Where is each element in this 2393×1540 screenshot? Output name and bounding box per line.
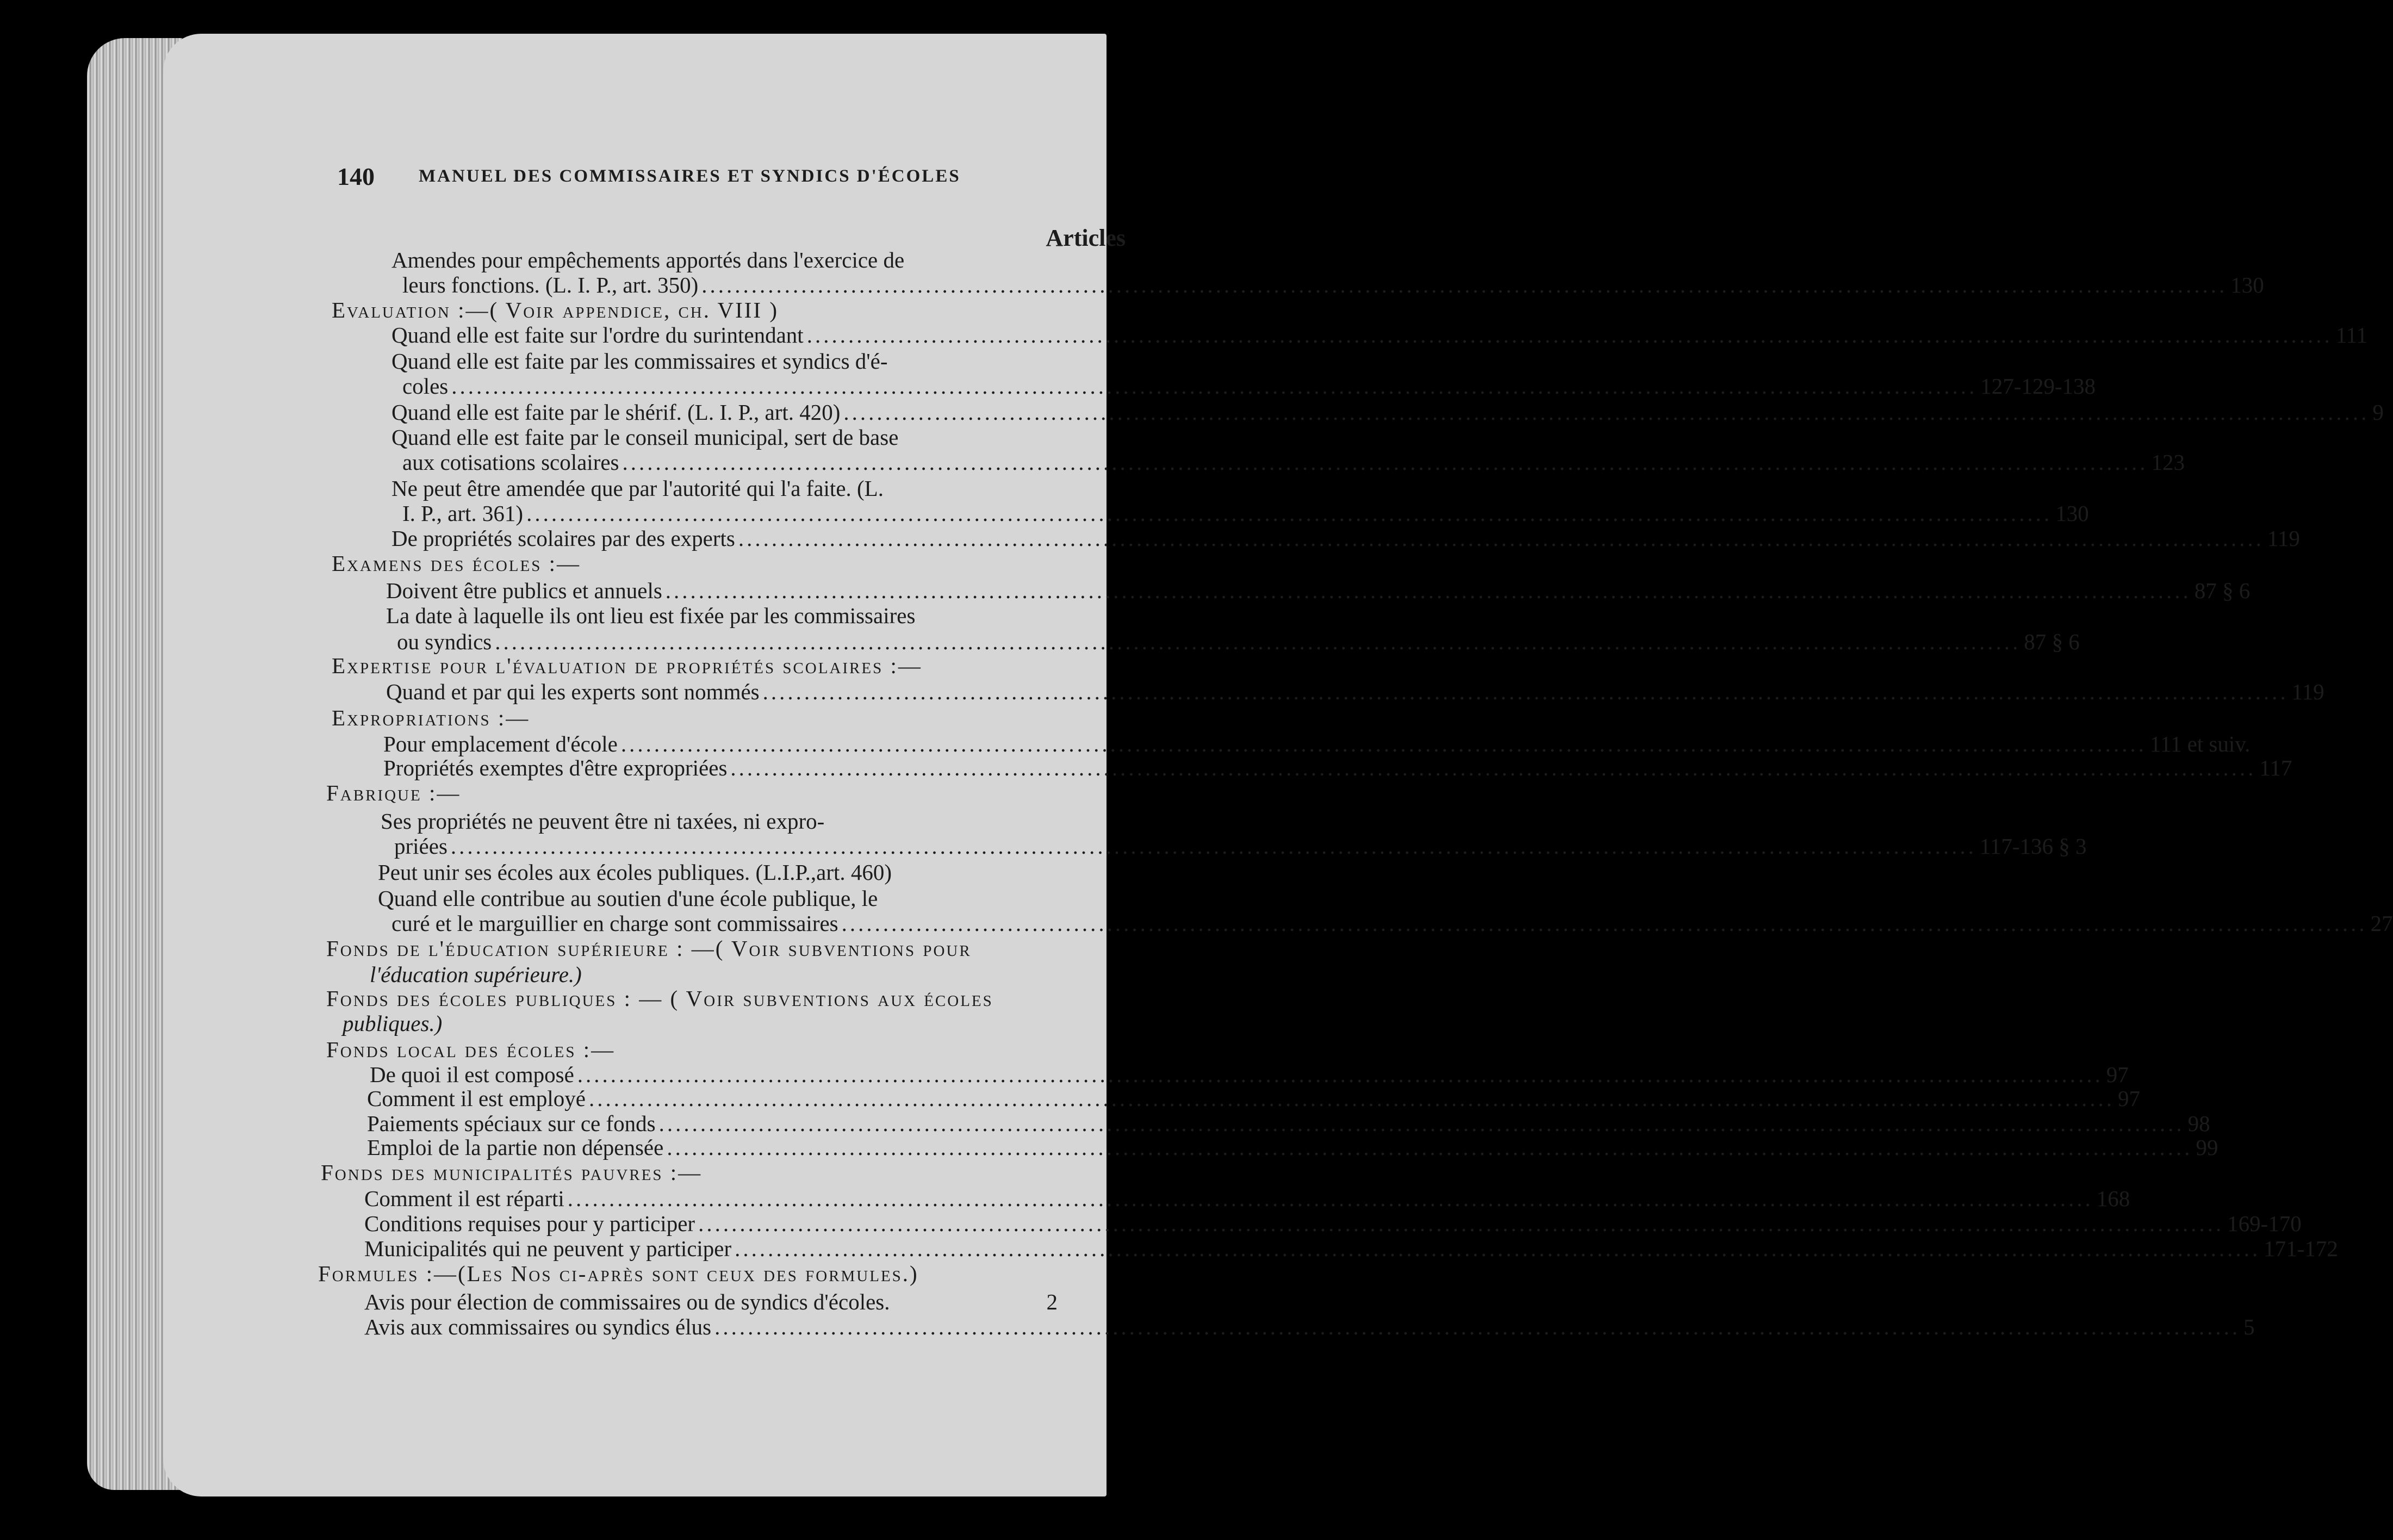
article-reference: 5 — [2243, 1314, 2255, 1339]
leader-dots — [621, 731, 2147, 757]
index-heading — [321, 1159, 1058, 1185]
entry-text: Examens des écoles :— — [332, 551, 581, 576]
index-entry — [370, 1061, 2129, 1088]
entry-text: Ne peut être amendée que par l'autorité qui l'a faite. (L. — [391, 476, 884, 501]
index-entry — [367, 1134, 2218, 1160]
index-entry — [378, 859, 1058, 885]
article-reference: 123 — [2151, 450, 2185, 475]
article-reference: 171-172 — [2264, 1236, 2338, 1261]
leader-dots — [735, 1235, 2260, 1262]
entry-text: Comment il est réparti — [364, 1186, 564, 1211]
article-reference: 119 — [2267, 526, 2300, 551]
index-heading — [332, 705, 1058, 731]
index-heading — [326, 780, 1058, 806]
index-entry — [391, 475, 1058, 501]
index-entry — [397, 629, 2080, 655]
entry-text: l'éducation supérieure.) — [370, 962, 582, 987]
entry-text: Fonds local des écoles :— — [326, 1037, 616, 1062]
article-reference: 117 — [2259, 755, 2292, 780]
index-entry — [391, 322, 2368, 348]
index-entry — [391, 348, 1058, 374]
article-reference: 130 — [2055, 501, 2089, 526]
leader-dots — [698, 1210, 2224, 1237]
entry-text: Expropriations :— — [332, 705, 530, 730]
entry-text: Doivent être publics et annuels — [386, 578, 662, 603]
leader-dots — [589, 1085, 2115, 1111]
index-entry — [386, 679, 2324, 705]
leader-dots — [451, 373, 1977, 399]
leader-dots — [666, 578, 2191, 604]
index-heading — [332, 550, 1058, 576]
entry-text: Fonds des écoles publiques : — ( Voir subventions aux écoles — [326, 986, 993, 1011]
entry-text: Quand elle est faite par le shérif. (L. I. P., art. 420) — [391, 400, 841, 425]
index-heading — [326, 1036, 1058, 1063]
entry-text: Fonds de l'éducation supérieure : —( Voir subventions pour — [326, 936, 972, 961]
article-reference: 168 — [2096, 1186, 2130, 1211]
index-entry — [391, 910, 2393, 936]
index-heading — [318, 1260, 1058, 1287]
index-entry — [370, 961, 1058, 988]
index-entry — [402, 500, 2089, 526]
entry-text: Formules :—(Les Nos ci-après sont ceux des formules.) — [318, 1261, 919, 1286]
entry-text: Ses propriétés ne peuvent être ni taxées, ni expro- — [381, 809, 825, 834]
entry-text: Quand elle est faite par les commissaires et syndics d'é- — [391, 349, 888, 374]
index-entry — [402, 373, 2096, 399]
article-reference: 119 — [2291, 679, 2324, 704]
entry-text: Peut unir ses écoles aux écoles publiques. (L.I.P.,art. 460) — [378, 860, 892, 885]
article-reference: 27 — [2370, 911, 2393, 936]
entry-text: coles — [402, 374, 449, 399]
index-heading — [326, 935, 1058, 961]
entry-text: Expertise pour l'évaluation de propriétés scolaires :— — [332, 653, 922, 678]
index-entry — [391, 247, 1058, 273]
entry-text: De quoi il est composé — [370, 1062, 574, 1087]
entry-text: leurs fonctions. (L. I. P., art. 350) — [402, 272, 699, 297]
index-entry — [394, 833, 2087, 859]
entry-text: Fonds des municipalités pauvres :— — [321, 1160, 703, 1185]
entry-text: Avis pour élection de commissaires ou de syndics d'écoles. — [364, 1289, 890, 1314]
index-entry — [364, 1235, 2338, 1262]
index-heading — [332, 653, 1058, 679]
article-reference: 98 — [2187, 1111, 2210, 1136]
index-entry — [343, 1010, 1058, 1036]
index-entry — [383, 755, 2292, 781]
entry-text: Quand et par qui les experts sont nommés — [386, 679, 760, 704]
entry-text: Paiements spéciaux sur ce fonds — [367, 1111, 656, 1136]
index-entry — [386, 603, 1058, 629]
index-entry — [391, 424, 1058, 450]
entry-text: Municipalités qui ne peuvent y participer — [364, 1236, 732, 1261]
article-reference: 87 § 6 — [2024, 629, 2080, 654]
leader-dots — [526, 500, 2052, 526]
entry-text: De propriétés scolaires par des experts — [391, 526, 735, 551]
leader-dots — [714, 1314, 2240, 1340]
entry-text: Quand elle contribue au soutien d'une école publique, le — [378, 886, 878, 911]
leader-dots — [568, 1185, 2093, 1212]
index-entry — [378, 885, 1058, 911]
entry-text: Quand elle est faite par le conseil municipal, sert de base — [391, 425, 899, 450]
article-reference: 130 — [2230, 272, 2264, 297]
index-heading — [332, 297, 1058, 323]
index-entry — [402, 272, 2264, 298]
index-entry — [364, 1289, 1058, 1315]
index-entry — [381, 808, 1058, 834]
leader-dots — [807, 322, 2333, 348]
entry-text: priées — [394, 834, 447, 859]
entry-text: I. P., art. 361) — [402, 501, 524, 526]
article-reference: 97 — [2106, 1062, 2129, 1087]
entry-text: Propriétés exemptes d'être expropriées — [383, 755, 728, 780]
index-entry — [367, 1110, 2210, 1137]
article-reference: 169-170 — [2227, 1211, 2302, 1236]
index-entry — [386, 578, 2251, 604]
article-reference: 2 — [1046, 1289, 1058, 1314]
article-reference: 87 § 6 — [2194, 578, 2251, 603]
index-heading — [326, 985, 1058, 1011]
entry-text: curé et le marguillier en charge sont commissaires — [391, 911, 838, 936]
index-entry — [402, 449, 2185, 475]
entry-text: Amendes pour empêchements apportés dans l'exercice de — [391, 247, 905, 272]
leader-dots — [495, 629, 2021, 655]
leader-dots — [738, 525, 2264, 551]
index-entry — [367, 1085, 2140, 1111]
leader-dots — [701, 272, 2227, 298]
leader-dots — [730, 755, 2256, 781]
article-reference: 127-129-138 — [1980, 374, 2096, 399]
index-entry — [391, 525, 2300, 551]
entry-text: publiques.) — [343, 1011, 443, 1036]
article-reference: 111 et suiv. — [2149, 731, 2251, 756]
index-entry — [364, 1314, 2255, 1340]
leader-dots — [577, 1061, 2103, 1088]
leader-dots — [843, 399, 2369, 425]
leader-dots — [667, 1134, 2192, 1160]
article-reference: 9 — [2372, 400, 2384, 425]
index-entry — [391, 399, 2384, 425]
index-entry — [364, 1185, 2130, 1212]
column-label: Articles — [1046, 225, 1126, 251]
leader-dots — [842, 910, 2367, 936]
entry-text: aux cotisations scolaires — [402, 450, 619, 475]
article-reference: 99 — [2196, 1135, 2218, 1160]
article-reference: 117-136 § 3 — [1979, 834, 2087, 859]
page-number: 140 — [337, 163, 375, 190]
leader-dots — [763, 679, 2289, 705]
leader-dots — [659, 1110, 2185, 1137]
index-entry — [364, 1210, 2302, 1237]
running-title: MANUEL DES COMMISSAIRES ET SYNDICS D'ÉCOLES — [419, 166, 961, 186]
entry-text: Fabrique :— — [326, 780, 461, 805]
entry-text: La date à laquelle ils ont lieu est fixée par les commissaires — [386, 603, 916, 628]
index-entry — [383, 731, 2251, 757]
entry-text: Avis aux commissaires ou syndics élus — [364, 1314, 712, 1339]
entry-text: Emploi de la partie non dépensée — [367, 1135, 664, 1160]
entry-text: ou syndics — [397, 629, 492, 654]
article-reference: 97 — [2117, 1086, 2140, 1111]
article-reference: 111 — [2335, 322, 2368, 347]
entry-text: Pour emplacement d'école — [383, 731, 618, 756]
entry-text: Conditions requises pour y participer — [364, 1211, 695, 1236]
leader-dots — [623, 449, 2148, 475]
entry-text: Quand elle est faite sur l'ordre du surintendant — [391, 322, 804, 347]
entry-text: Comment il est employé — [367, 1086, 586, 1111]
book-page — [163, 34, 2393, 1496]
leader-dots — [451, 833, 1976, 859]
entry-text: Evaluation :—( Voir appendice, ch. VIII ) — [332, 297, 779, 322]
